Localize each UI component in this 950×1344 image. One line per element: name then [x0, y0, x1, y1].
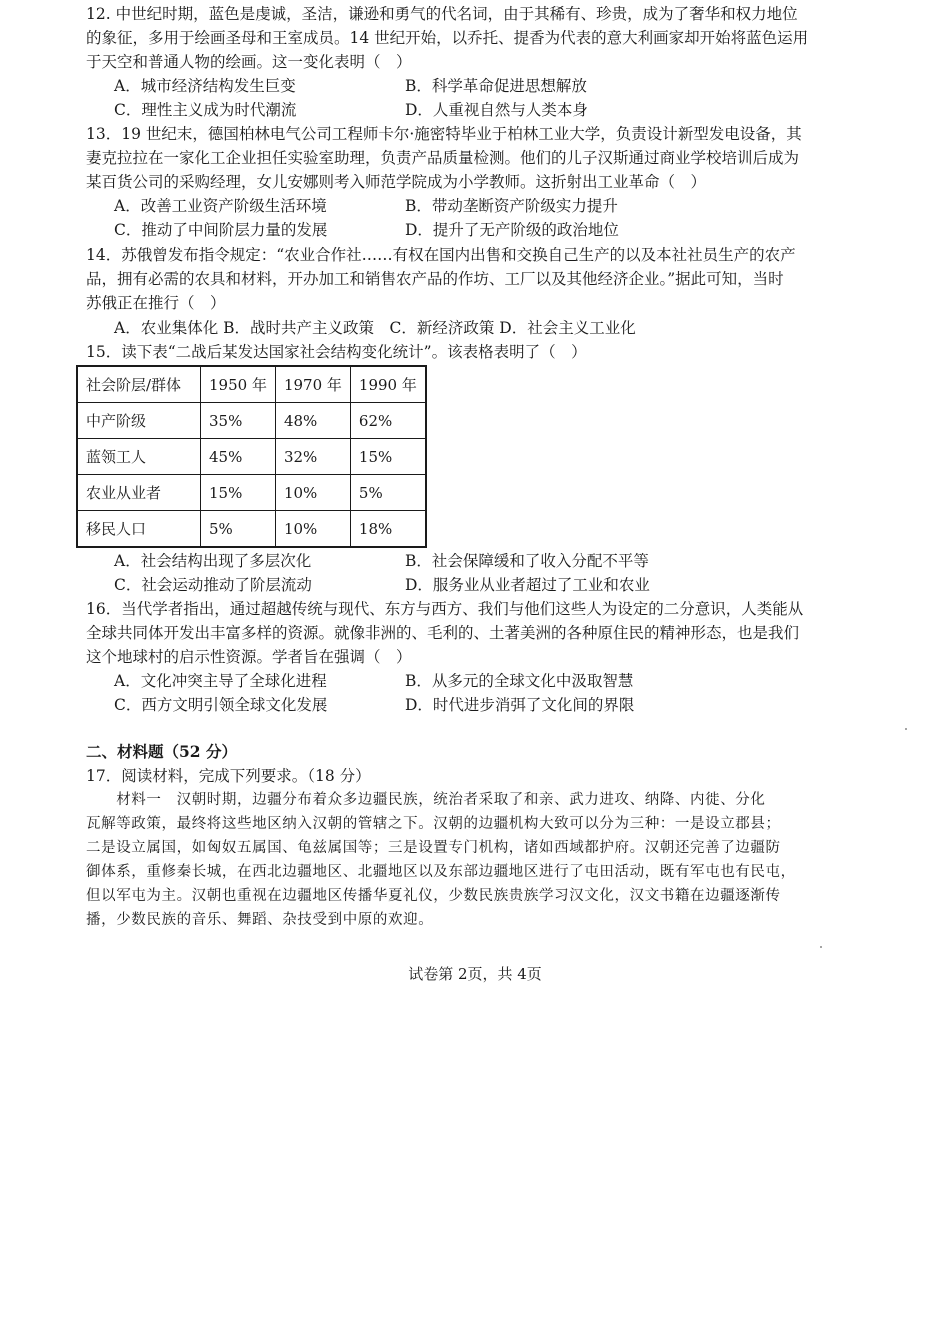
table-cell: 5% — [350, 475, 425, 511]
table-cell: 10% — [275, 511, 350, 548]
q15-stem: 15．读下表“二战后某发达国家社会结构变化统计”。该表格表明了（ ） — [86, 343, 587, 361]
table-row — [77, 511, 426, 548]
scan-speck — [905, 728, 907, 730]
table-cell: 62% — [350, 403, 425, 439]
table-row — [77, 439, 426, 475]
q14-options: A．农业集体化 B．战时共产主义政策 C．新经济政策 D．社会主义工业化 — [114, 319, 636, 337]
section-title: 二、材料题（52 分） — [86, 742, 237, 761]
q15-option-b: B．社会保障缓和了收入分配不平等 — [405, 552, 649, 570]
table-header-cell: 1970 年 — [275, 366, 350, 403]
q12-stem-line: 于天空和普通人物的绘画。这一变化表明（ ） — [86, 53, 412, 71]
scan-speck — [820, 946, 822, 948]
table-cell: 15% — [201, 475, 276, 511]
q15-option-a: A．社会结构出现了多层次化 — [114, 552, 312, 570]
q16-stem-line: 全球共同体开发出丰富多样的资源。就像非洲的、毛利的、土著美洲的各种原住民的精神形态，也是我们 — [86, 624, 800, 642]
table-cell: 农业从业者 — [77, 475, 201, 511]
table-cell: 48% — [275, 403, 350, 439]
q15-option-c: C．社会运动推动了阶层流动 — [114, 576, 312, 594]
table-cell: 移民人口 — [77, 511, 201, 548]
q14-stem-line: 品，拥有必需的农具和材料，开办加工和销售农产品的作坊、工厂以及其他经济企业。”据此可知，当时 — [86, 270, 784, 288]
q12-option-d: D．人重视自然与人类本身 — [405, 101, 588, 119]
table-cell: 中产阶级 — [77, 403, 201, 439]
q12-option-b: B．科学革命促进思想解放 — [405, 77, 587, 95]
q13-option-d: D．提升了无产阶级的政治地位 — [405, 221, 619, 239]
q17-stem: 17．阅读材料，完成下列要求。（18 分） — [86, 767, 371, 785]
page-footer: 试卷第 2页，共 4页 — [408, 965, 542, 983]
table-cell: 10% — [275, 475, 350, 511]
q13-option-c: C．推动了中间阶层力量的发展 — [114, 221, 328, 239]
q13-stem-line: 某百货公司的采购经理，女儿安娜则考入师范学院成为小学教师。这折射出工业革命（ ） — [86, 173, 707, 191]
q13-stem-line: 妻克拉拉在一家化工企业担任实验室助理，负责产品质量检测。他们的儿子汉斯通过商业学校培训后成为 — [86, 149, 800, 167]
q16-stem-line: 16．当代学者指出，通过超越传统与现代、东方与西方、我们与他们这些人为设定的二分意识，人类能从 — [86, 600, 804, 618]
table-row — [77, 475, 426, 511]
q16-option-d: D．时代进步消弭了文化间的界限 — [405, 696, 635, 714]
q12-option-a: A．城市经济结构发生巨变 — [114, 77, 296, 95]
q16-stem-line: 这个地球村的启示性资源。学者旨在强调（ ） — [86, 648, 412, 666]
q15-option-d: D．服务业从业者超过了工业和农业 — [405, 576, 650, 594]
table-cell: 15% — [350, 439, 425, 475]
table-header-cell: 1990 年 — [350, 366, 425, 403]
table-header-cell: 1950 年 — [201, 366, 276, 403]
table-row — [77, 403, 426, 439]
material-line: 二是设立属国，如匈奴五属国、龟兹属国等；三是设置专门机构，诸如西域都护府。汉朝还完善了边疆防 — [86, 840, 781, 856]
q13-stem-line: 13．19 世纪末，德国柏林电气公司工程师卡尔·施密特毕业于柏林工业大学，负责设计新型发电设备，其 — [86, 125, 802, 143]
table-header-row — [77, 366, 426, 403]
material-line: 瓦解等政策，最终将这些地区纳入汉朝的管辖之下。汉朝的边疆机构大致可以分为三种：一是设立郡县； — [86, 816, 781, 832]
table-cell: 5% — [201, 511, 276, 548]
q16-option-a: A．文化冲突主导了全球化进程 — [114, 672, 327, 690]
table-cell: 蓝领工人 — [77, 439, 201, 475]
table-cell: 32% — [275, 439, 350, 475]
q13-option-b: B．带动垄断资产阶级实力提升 — [405, 197, 618, 215]
q14-stem-line: 14．苏俄曾发布指令规定：“农业合作社……有权在国内出售和交换自己生产的以及本社社员生产的农产 — [86, 246, 796, 264]
q13-option-a: A．改善工业资产阶级生活环境 — [114, 197, 327, 215]
social-structure-table — [76, 365, 427, 548]
q12-option-c: C．理性主义成为时代潮流 — [114, 101, 297, 119]
material-line: 材料一 汉朝时期，边疆分布着众多边疆民族，统治者采取了和亲、武力进攻、纳降、内徙、分化 — [86, 792, 766, 808]
q12-stem-line: 的象征，多用于绘画圣母和王室成员。14 世纪开始，以乔托、提香为代表的意大利画家却开始将蓝色运用 — [86, 29, 809, 47]
table-cell: 35% — [201, 403, 276, 439]
material-line: 御体系，重修秦长城，在西北边疆地区、北疆地区以及东部边疆地区进行了屯田活动，既有军屯也有民屯， — [86, 864, 796, 880]
table-header-cell: 社会阶层/群体 — [77, 366, 201, 403]
q14-stem-line: 苏俄正在推行（ ） — [86, 294, 226, 312]
q16-option-c: C．西方文明引领全球文化发展 — [114, 696, 328, 714]
material-line: 但以军屯为主。汉朝也重视在边疆地区传播华夏礼仪，少数民族贵族学习汉文化，汉文书籍在边疆逐渐传 — [86, 888, 781, 904]
table-cell: 45% — [201, 439, 276, 475]
q12-stem-line: 12. 中世纪时期，蓝色是虔诚，圣洁，谦逊和勇气的代名词，由于其稀有、珍贵，成为了奢华和权力地位 — [86, 5, 798, 23]
material-line: 播，少数民族的音乐、舞蹈、杂技受到中原的欢迎。 — [86, 912, 434, 928]
q16-option-b: B．从多元的全球文化中汲取智慧 — [405, 672, 634, 690]
table-cell: 18% — [350, 511, 425, 548]
